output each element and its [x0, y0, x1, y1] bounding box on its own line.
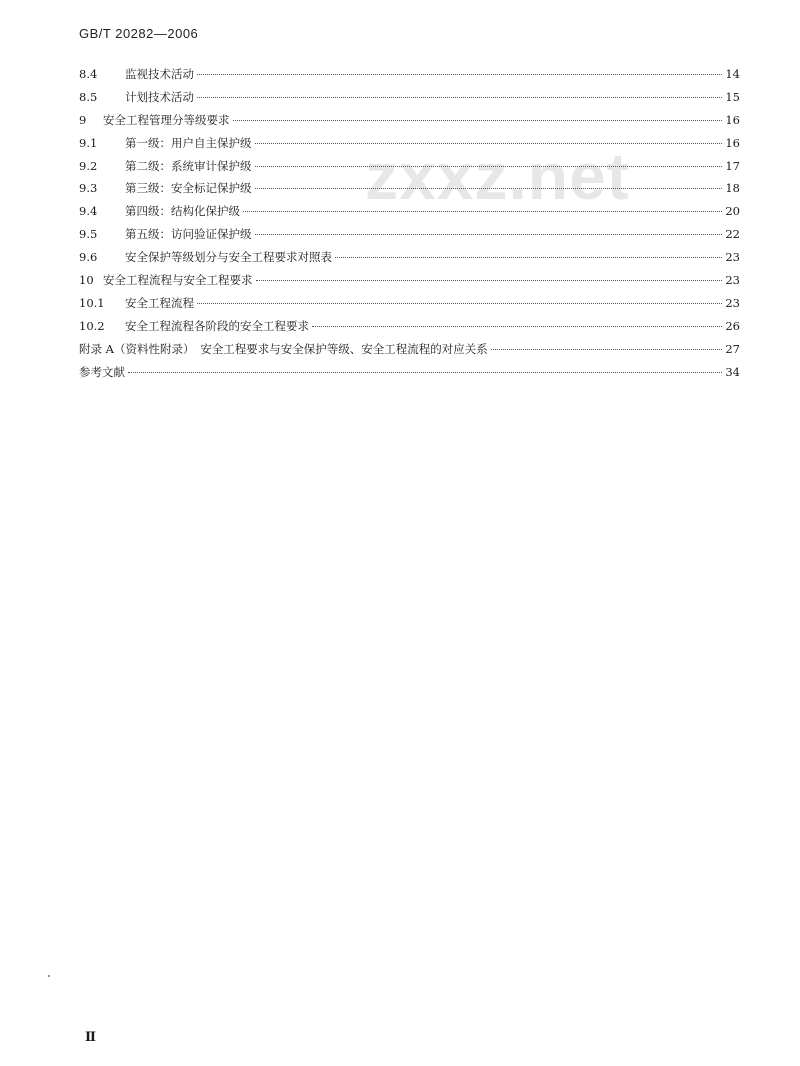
- toc-dot-leader: [233, 120, 723, 121]
- toc-entry-number: 9.2: [79, 158, 98, 173]
- toc-entry-number: 9.6: [79, 250, 98, 265]
- toc-entry-title: 监视技术活动: [125, 67, 194, 81]
- toc-entry-page: 16: [725, 112, 740, 127]
- toc-entry-page: 16: [725, 135, 740, 150]
- toc-dot-leader: [255, 166, 723, 167]
- toc-dot-leader: [256, 280, 723, 281]
- toc-entry[interactable]: [79, 158, 740, 181]
- toc-entry-title: 参考文献: [79, 364, 125, 379]
- toc-dot-leader: [255, 234, 723, 235]
- toc-entry-number: 9.5: [79, 227, 98, 242]
- toc-entry-title: 第一级：用户自主保护级: [125, 135, 252, 150]
- toc-dot-leader: [197, 303, 722, 304]
- toc-entry-page: 27: [725, 341, 740, 356]
- toc-entry-title: 第三级：安全标记保护级: [125, 181, 252, 196]
- toc-entry-number: 10.1: [79, 295, 105, 310]
- toc-dot-leader: [312, 326, 722, 327]
- toc-entry[interactable]: [79, 66, 740, 89]
- toc-entry-number: 10: [79, 273, 94, 288]
- toc-dot-leader: [128, 372, 722, 373]
- toc-entry-number: 9.3: [79, 181, 98, 196]
- toc-dot-leader: [491, 349, 723, 350]
- toc-entry[interactable]: [79, 295, 740, 318]
- toc-entry-title: 安全工程流程: [125, 295, 194, 310]
- scan-speck: [48, 975, 50, 977]
- toc-entry-title: 安全工程流程各阶段的安全工程要求: [125, 318, 309, 333]
- toc-entry[interactable]: [79, 272, 740, 295]
- toc-entry-title: 安全工程管理分等级要求: [103, 112, 230, 127]
- toc-entry[interactable]: [79, 203, 740, 226]
- watermark: zxxz.net: [365, 139, 630, 213]
- toc-entry-page: 18: [725, 181, 740, 196]
- toc-entry-page: 34: [725, 364, 740, 379]
- toc-entry[interactable]: [79, 318, 740, 341]
- toc-entry-number: 10.2: [79, 318, 105, 333]
- toc-entry-title: 第四级：结构化保护级: [125, 204, 240, 219]
- toc-entry-title: 安全工程流程与安全工程要求: [103, 273, 253, 288]
- toc-entry-page: 23: [725, 273, 740, 288]
- toc-dot-leader: [335, 257, 722, 258]
- toc-entry-page: 26: [725, 318, 740, 333]
- toc-dot-leader: [243, 211, 722, 212]
- toc-entry-page: 20: [725, 204, 740, 219]
- page-number-footer: Ⅱ: [85, 1030, 96, 1045]
- toc-entry-page: 14: [725, 67, 740, 81]
- standard-number-header: GB/T 20282—2006: [79, 26, 199, 41]
- toc-entry-number: 9.4: [79, 204, 98, 219]
- table-of-contents: [79, 66, 740, 386]
- toc-entry[interactable]: [79, 180, 740, 203]
- toc-entry-number: 9.1: [79, 135, 98, 150]
- toc-entry-title: 第五级：访问验证保护级: [125, 227, 252, 242]
- toc-entry[interactable]: [79, 112, 740, 135]
- toc-entry[interactable]: [79, 135, 740, 158]
- toc-entry[interactable]: [79, 89, 740, 112]
- toc-entry-page: 23: [725, 295, 740, 310]
- toc-entry-number: 8.4: [79, 67, 98, 81]
- toc-entry-title: 计划技术活动: [125, 89, 194, 104]
- toc-entry-number: 9: [79, 112, 87, 127]
- toc-entry-page: 23: [725, 250, 740, 265]
- toc-entry-page: 17: [725, 158, 740, 173]
- toc-entry[interactable]: [79, 364, 740, 387]
- toc-entry-title: 安全保护等级划分与安全工程要求对照表: [125, 250, 332, 265]
- toc-entry[interactable]: [79, 226, 740, 249]
- toc-entry[interactable]: [79, 341, 740, 364]
- toc-dot-leader: [197, 74, 722, 75]
- toc-entry-page: 15: [725, 89, 740, 104]
- toc-entry-title: 第二级：系统审计保护级: [125, 158, 252, 173]
- toc-entry-page: 22: [725, 227, 740, 242]
- toc-entry-number: 8.5: [79, 89, 98, 104]
- toc-entry-title: 附录 A（资料性附录） 安全工程要求与安全保护等级、安全工程流程的对应关系: [79, 341, 488, 356]
- toc-dot-leader: [255, 143, 723, 144]
- toc-dot-leader: [255, 188, 723, 189]
- toc-dot-leader: [197, 97, 722, 98]
- toc-entry[interactable]: [79, 249, 740, 272]
